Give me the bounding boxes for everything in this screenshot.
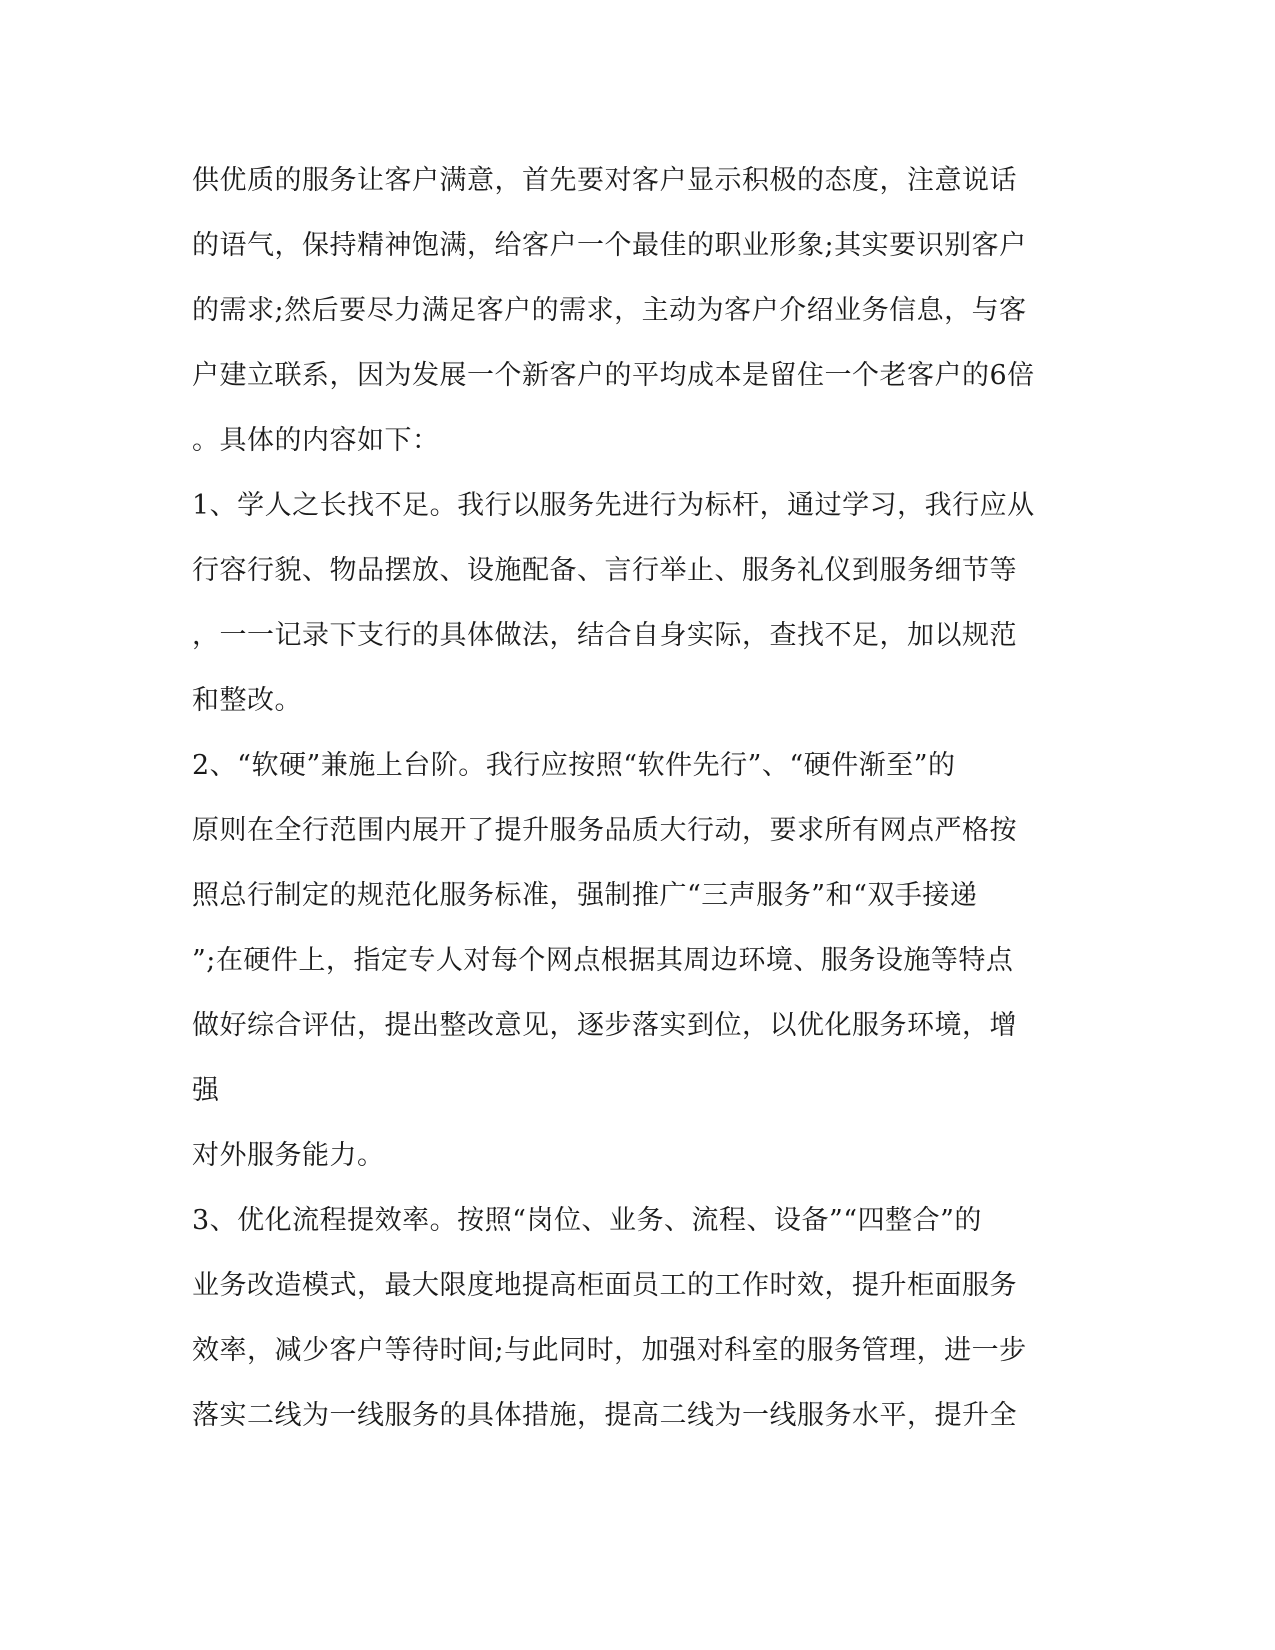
text-line: 。具体的内容如下：: [192, 425, 440, 456]
text-line: 原则在全行范围内展开了提升服务品质大行动，要求所有网点严格按: [192, 815, 1017, 846]
body-text: [192, 148, 1092, 1448]
text-line: ”;在硬件上，指定专人对每个网点根据其周边环境、服务设施等特点: [192, 945, 1014, 976]
text-line: ，一一记录下支行的具体做法，结合自身实际，查找不足，加以规范: [192, 620, 1017, 651]
text-line: 供优质的服务让客户满意，首先要对客户显示积极的态度，注意说话: [192, 165, 1017, 196]
text-line: 强: [192, 1075, 220, 1106]
text-line: 3、优化流程提效率。按照“岗位、业务、流程、设备”“四整合”的: [192, 1205, 982, 1236]
text-line: 做好综合评估，提出整改意见，逐步落实到位，以优化服务环境，增: [192, 1010, 1017, 1041]
text-line: 效率，减少客户等待时间;与此同时，加强对科室的服务管理，进一步: [192, 1335, 1027, 1366]
text-line: 户建立联系，因为发展一个新客户的平均成本是留住一个老客户的6倍: [192, 360, 1035, 391]
text-line: 的需求;然后要尽力满足客户的需求，主动为客户介绍业务信息，与客: [192, 295, 1027, 326]
text-line: 落实二线为一线服务的具体措施，提高二线为一线服务水平，提升全: [192, 1400, 1017, 1431]
text-line: 对外服务能力。: [192, 1140, 385, 1171]
text-line: 和整改。: [192, 685, 302, 716]
text-line: 业务改造模式，最大限度地提高柜面员工的工作时效，提升柜面服务: [192, 1270, 1017, 1301]
text-line: 照总行制定的规范化服务标准，强制推广“三声服务”和“双手接递: [192, 880, 978, 911]
text-line: 2、“软硬”兼施上台阶。我行应按照“软件先行”、“硬件渐至”的: [192, 750, 956, 781]
text-line: 行容行貌、物品摆放、设施配备、言行举止、服务礼仪到服务细节等: [192, 555, 1017, 586]
text-line: 的语气，保持精神饱满，给客户一个最佳的职业形象;其实要识别客户: [192, 230, 1027, 261]
text-line: 1、学人之长找不足。我行以服务先进行为标杆，通过学习，我行应从: [192, 490, 1035, 521]
